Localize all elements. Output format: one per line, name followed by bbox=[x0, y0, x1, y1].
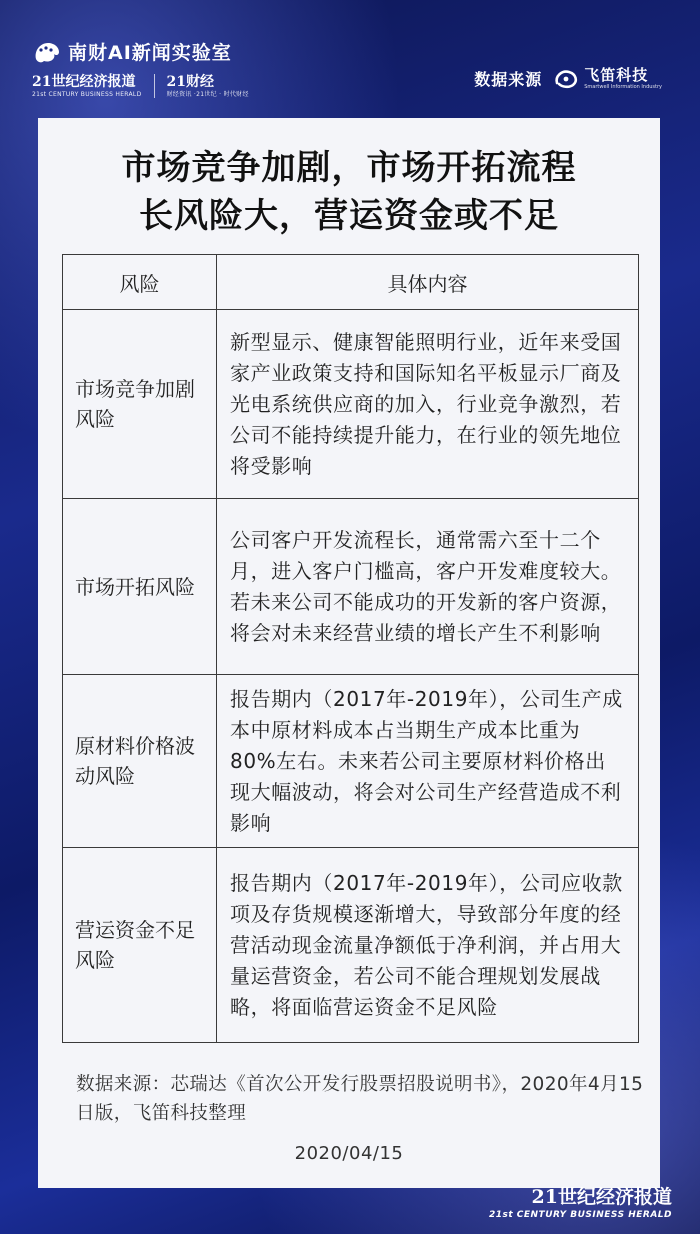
publication-21caijing bbox=[167, 74, 249, 99]
source-company bbox=[584, 66, 662, 91]
table-row bbox=[63, 848, 639, 1043]
risk-cell: 营运资金不足风险 bbox=[63, 848, 217, 1043]
table-row bbox=[63, 499, 639, 675]
title-line: 长风险大，营运资金或不足 bbox=[139, 196, 559, 236]
publication-21cbh bbox=[32, 74, 142, 99]
publication-subtitle: 财经资讯 ·21世纪 · 时代财经 bbox=[166, 91, 249, 98]
publication-name: 21财经 bbox=[166, 74, 214, 90]
table-row bbox=[63, 310, 639, 499]
brand-name: 南财AI新闻实验室 bbox=[68, 42, 232, 64]
content-card bbox=[38, 118, 660, 1188]
feidi-logo-icon bbox=[552, 67, 582, 91]
footer-brand bbox=[489, 1186, 672, 1222]
table-header-row bbox=[63, 255, 639, 310]
source-company-name: 飞笛科技 bbox=[584, 66, 649, 84]
source-label: 数据来源 bbox=[474, 70, 543, 89]
publication-name: 21世纪经济报道 bbox=[32, 74, 136, 90]
risk-table bbox=[62, 254, 639, 1043]
column-header-content: 具体内容 bbox=[217, 255, 639, 310]
content-cell: 报告期内（2017年-2019年），公司应收款项及存货规模逐渐增大，导致部分年度的经营活动现金流量净额低于净利润，并占用大量运营资金，若公司不能合理规划发展战略，将面临营运资金不足风险 bbox=[217, 848, 639, 1043]
publication-subtitle: 21st CENTURY BUSINESS HERALD bbox=[32, 91, 142, 98]
content-cell: 公司客户开发流程长，通常需六至十二个月，进入客户门槛高，客户开发难度较大。若未来公司不能成功的开发新的客户资源，将会对未来经营业绩的增长产生不利影响 bbox=[217, 499, 639, 675]
source-company-subtitle: Smartwell Information Industry bbox=[584, 84, 662, 90]
page-title bbox=[38, 144, 660, 240]
publications bbox=[32, 74, 249, 99]
table-row bbox=[63, 675, 639, 848]
source-note: 数据来源：芯瑞达《首次公开发行股票招股说明书》，2020年4月15日版，飞笛科技整理 bbox=[76, 1074, 644, 1124]
risk-cell: 原材料价格波动风险 bbox=[63, 675, 217, 848]
content-cell: 报告期内（2017年-2019年），公司生产成本中原材料成本占当期生产成本比重为80%左右。未来若公司主要原材料价格出现大幅波动，将会对公司生产经营造成不利影响 bbox=[217, 675, 639, 848]
risk-cell: 市场开拓风险 bbox=[63, 499, 217, 675]
brand bbox=[32, 38, 232, 65]
publish-date: 2020/04/15 bbox=[294, 1143, 404, 1164]
header bbox=[0, 0, 700, 110]
title-line: 市场竞争加剧，市场开拓流程 bbox=[121, 148, 577, 188]
column-header-risk: 风险 bbox=[63, 255, 217, 310]
content-cell: 新型显示、健康智能照明行业，近年来受国家产业政策支持和国际知名平板显示厂商及光电系统供应商的加入，行业竞争激烈，若公司不能持续提升能力，在行业的领先地位将受影响 bbox=[217, 310, 639, 499]
publication-divider bbox=[154, 74, 155, 98]
footer-name: 21世纪经济报道 bbox=[531, 1186, 672, 1208]
data-source bbox=[474, 66, 662, 91]
risk-cell: 市场竞争加剧风险 bbox=[63, 310, 217, 499]
nancai-logo-icon bbox=[32, 39, 62, 65]
footer-subtitle: 21st CENTURY BUSINESS HERALD bbox=[488, 1210, 672, 1220]
